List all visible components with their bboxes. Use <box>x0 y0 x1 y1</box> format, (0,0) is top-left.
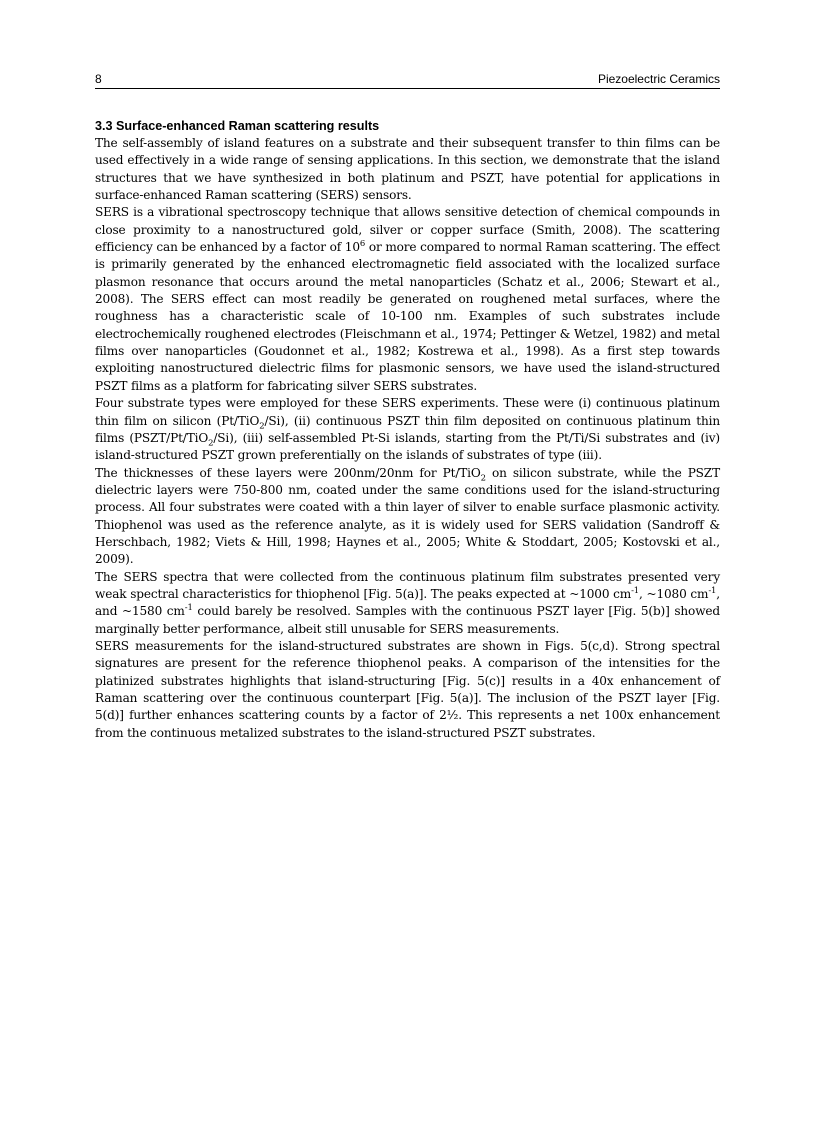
page-header <box>95 68 720 89</box>
page <box>95 68 720 742</box>
paragraph-1: The self-assembly of island features on a substrate and their subsequent transfer to thin films can be used effectively in a wide range of sensing applications. In this section, we demonstrate that the island structures that we have synthesized in both platinum and PSZT, have potential for applications in surface-enhanced Raman scattering (SERS) sensors. <box>95 136 720 203</box>
paragraph-3: Four substrate types were employed for these SERS experiments. These were (i) continuous platinum thin film on silicon (Pt/TiO$_2$/Si), (ii) continuous PSZT thin film deposited on continuous platinum thin films (PSZT/Pt/TiO$_2$/Si), (iii) self-assembled Pt-Si islands, starting from the Pt/Ti/Si substrates and (iv) island-structured PSZT grown preferentially on the islands of substrates of type (iii). <box>95 396 720 463</box>
body-text <box>95 135 720 742</box>
page-number: 8 <box>95 72 102 86</box>
paragraph-5: The SERS spectra that were collected from the continuous platinum film substrates presented very weak spectral characteristics for thiophenol [Fig. 5(a)]. The peaks expected at ~1000 $cm^{-1}$, ~1080 $cm^{-1}$, and ~1580 $cm^{-1}$ could barely be resolved. Samples with the continuous PSZT layer [Fig. 5(b)] showed marginally better performance, albeit still unusable for SERS measurements. <box>95 569 720 636</box>
running-title: Piezoelectric Ceramics <box>597 72 720 86</box>
section-heading: 3.3 Surface-enhanced Raman scattering results <box>95 119 380 133</box>
paragraph-4: The thicknesses of these layers were 200nm/20nm for Pt/TiO$_2$ on silicon substrate, while the PSZT dielectric layers were 750-800 nm, coated under the same conditions used for the island-structuring process. All four substrates were coated with a thin layer of silver to enable surface plasmonic activity. Thiophenol was used as the reference analyte, as it is widely used for SERS validation (Sandroff & Herschbach, 1982; Viets & Hill, 1998; Haynes et al., 2005; White & Stoddart, 2005; Kostovski et al., 2009). <box>95 465 720 567</box>
paragraph-6: SERS measurements for the island-structured substrates are shown in Figs. 5(c,d). Strong spectral signatures are present for the reference thiophenol peaks. A comparison of the intensities for the platinized substrates highlights that island-structuring [Fig. 5(c)] results in a 40x enhancement of Raman scattering over the continuous counterpart [Fig. 5(a)]. The inclusion of the PSZT layer [Fig. 5(d)] further enhances scattering counts by a factor of 2½. This represents a net 100x enhancement from the continuous metalized substrates to the island-structured PSZT substrates. <box>95 638 720 740</box>
paragraph-2: SERS is a vibrational spectroscopy technique that allows sensitive detection of chemical compounds in close proximity to a nanostructured gold, silver or copper surface (Smith, 2008). The scattering efficiency can be enhanced by a factor of $10^6$ or more compared to normal Raman scattering. The effect is primarily generated by the enhanced electromagnetic field associated with the localized surface plasmon resonance that occurs around the metal nanoparticles (Schatz et al., 2006; Stewart et al., 2008). The SERS effect can most readily be generated on roughened metal surfaces, where the roughness has a characteristic scale of 10-100 nm. Examples of such substrates include electrochemically roughened electrodes (Fleischmann et al., 1974; Pettinger & Wetzel, 1982) and metal films over nanoparticles (Goudonnet et al., 1982; Kostrewa et al., 1998). As a first step towards exploiting nanostructured dielectric films for plasmonic sensors, we have used the island-structured PSZT films as a platform for fabricating silver SERS substrates. <box>95 205 721 393</box>
